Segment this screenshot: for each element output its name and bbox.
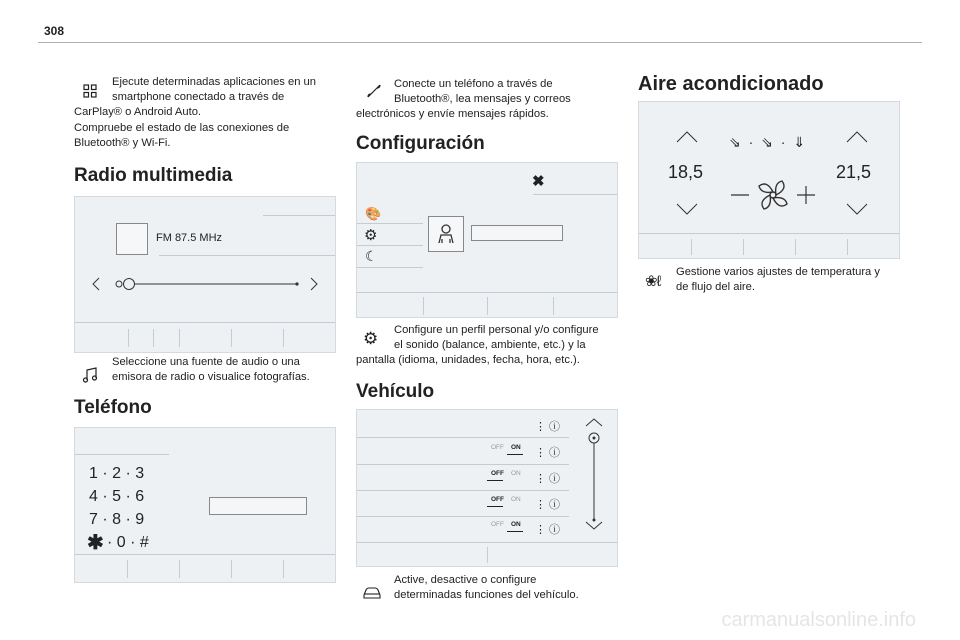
fan-speed-controls[interactable] [727, 178, 819, 212]
panel-tab-divider [553, 297, 554, 315]
phone-connect-line: electrónicos y envíe mensajes rápidos. [356, 108, 549, 121]
panel-divider [533, 194, 617, 195]
temp-left-value: 18,5 [668, 162, 704, 182]
panel-divider [75, 322, 335, 323]
toggle-on-label[interactable]: ON [511, 496, 521, 503]
panel-divider [357, 245, 423, 246]
vehicle-screen-panel [356, 409, 618, 567]
telefono-heading: Teléfono [74, 397, 152, 418]
radio-desc-line: emisora de radio o visualice fotografías. [112, 371, 310, 384]
radio-screen-panel [74, 196, 336, 353]
asterisk-key-icon[interactable]: ✱ [87, 532, 104, 554]
header-divider [38, 42, 922, 43]
keypad-row[interactable]: · 0 · # [107, 534, 149, 551]
phone-connect-line: Bluetooth®, lea mensajes y correos [394, 93, 571, 106]
panel-divider [357, 292, 617, 293]
settings-gear-icon[interactable]: ⚙ [364, 227, 378, 244]
music-note-icon [82, 367, 98, 388]
intro-line: smartphone conectado a través de [112, 91, 285, 104]
panel-divider [75, 454, 169, 455]
temp-down-left-icon[interactable] [675, 202, 699, 216]
station-label: FM 87.5 MHz [156, 232, 223, 244]
toggle-off-label[interactable]: OFF [491, 444, 504, 451]
toggle-underline [487, 506, 503, 507]
panel-divider [357, 464, 569, 465]
panel-tab-divider [423, 297, 424, 315]
temp-right-value: 21,5 [836, 162, 872, 182]
car-icon [362, 586, 382, 605]
vehiculo-description [394, 573, 624, 603]
toggle-on-label[interactable]: ON [511, 470, 521, 477]
vehiculo-desc-line: determinadas funciones del vehículo. [394, 589, 579, 602]
panel-divider [357, 490, 569, 491]
info-menu-icon[interactable]: ⋮ ⓘ [535, 447, 561, 459]
info-menu-icon[interactable]: ⋮ ⓘ [535, 524, 561, 536]
panel-divider [159, 255, 335, 256]
intro-line: CarPlay® o Android Auto. [74, 106, 202, 119]
temp-up-right-icon[interactable] [845, 130, 869, 144]
radio-heading: Radio multimedia [74, 165, 233, 186]
panel-tab-divider [487, 547, 488, 563]
info-menu-icon[interactable]: ⋮ ⓘ [535, 473, 561, 485]
phone-connect-paragraph [356, 77, 622, 123]
aire-heading: Aire acondicionado [638, 73, 824, 95]
config-desc-line: pantalla (idioma, unidades, fecha, hora, etc.). [356, 354, 580, 367]
phone-number-field[interactable] [209, 497, 307, 515]
panel-divider [639, 233, 899, 234]
vehiculo-heading: Vehículo [356, 381, 435, 402]
panel-divider [75, 554, 335, 555]
toggle-on-label[interactable]: ON [511, 521, 521, 528]
palette-icon[interactable]: 🎨 [365, 206, 382, 221]
toggle-underline [507, 454, 523, 455]
settings-gear-icon: ⚙ [363, 329, 379, 348]
config-description [356, 323, 624, 369]
climate-fan-icon: ❀ℓ [645, 273, 661, 290]
panel-tab-divider [847, 239, 848, 255]
temp-up-left-icon[interactable] [675, 130, 699, 144]
toggle-off-label[interactable]: OFF [491, 470, 504, 477]
moon-icon[interactable]: ☾ [365, 248, 378, 264]
config-desc-line: el sonido (balance, ambiente, etc.) y la [394, 339, 586, 352]
aire-desc-line: Gestione varios ajustes de temperatura y [676, 266, 880, 278]
close-icon[interactable]: ✖ [532, 173, 545, 190]
panel-tab-divider [487, 297, 488, 315]
watermark: carmanualsonline.info [721, 609, 916, 631]
panel-divider [357, 223, 423, 224]
keypad-row[interactable]: 4 · 5 · 6 [89, 488, 145, 505]
info-menu-icon[interactable]: ⋮ ⓘ [535, 499, 561, 511]
panel-tab-divider [128, 329, 129, 347]
toggle-underline [487, 480, 503, 481]
radio-description [112, 355, 342, 385]
panel-tab-divider [231, 329, 232, 347]
toggle-on-label[interactable]: ON [511, 444, 521, 451]
vehiculo-desc-line: Active, desactive o configure [394, 574, 537, 586]
panel-tab-divider [179, 560, 180, 578]
panel-divider [263, 215, 335, 216]
phone-connect-line: Conecte un teléfono a través de [394, 78, 553, 90]
airflow-modes-icon[interactable]: ⇘ · ⇘ · ⇓ [729, 134, 808, 150]
vertical-scrollbar[interactable] [581, 416, 607, 532]
panel-divider [357, 267, 423, 268]
toggle-off-label[interactable]: OFF [491, 521, 504, 528]
temp-down-right-icon[interactable] [845, 202, 869, 216]
panel-tab-divider [283, 329, 284, 347]
aire-desc-line: de flujo del aire. [676, 281, 755, 294]
panel-tab-divider [127, 560, 128, 578]
info-menu-icon[interactable]: ⋮ ⓘ [535, 421, 561, 433]
configuracion-heading: Configuración [356, 133, 485, 154]
panel-divider [357, 437, 569, 438]
profile-name-field[interactable] [471, 225, 563, 241]
intro-line: Ejecute determinadas aplicaciones en un [112, 76, 316, 88]
radio-desc-line: Seleccione una fuente de audio o una [112, 356, 300, 368]
panel-tab-divider [743, 239, 744, 255]
panel-divider [357, 542, 617, 543]
intro-line: Compruebe el estado de las conexiones de [74, 121, 290, 134]
config-desc-line: Configure un perfil personal y/o configure [394, 324, 599, 336]
panel-tab-divider [179, 329, 180, 347]
intro-paragraph [74, 75, 339, 151]
toggle-off-label[interactable]: OFF [491, 496, 504, 503]
profile-icon [429, 217, 463, 251]
tuner-bar[interactable] [89, 274, 323, 294]
intro-line: Bluetooth® y Wi-Fi. [74, 136, 171, 149]
album-art-placeholder [116, 223, 148, 255]
climate-screen-panel [638, 101, 900, 259]
toggle-underline [507, 531, 523, 532]
panel-tab-divider [283, 560, 284, 578]
phone-screen-panel [74, 427, 336, 583]
panel-tab-divider [153, 329, 154, 347]
panel-tab-divider [691, 239, 692, 255]
panel-divider [357, 516, 569, 517]
panel-tab-divider [795, 239, 796, 255]
keypad-row[interactable]: 7 · 8 · 9 [89, 511, 145, 528]
page-number: 308 [44, 24, 65, 38]
profile-tile[interactable] [428, 216, 464, 252]
aire-description [676, 265, 908, 295]
panel-tab-divider [231, 560, 232, 578]
keypad-row[interactable]: 1 · 2 · 3 [89, 465, 145, 482]
config-screen-panel [356, 162, 618, 318]
